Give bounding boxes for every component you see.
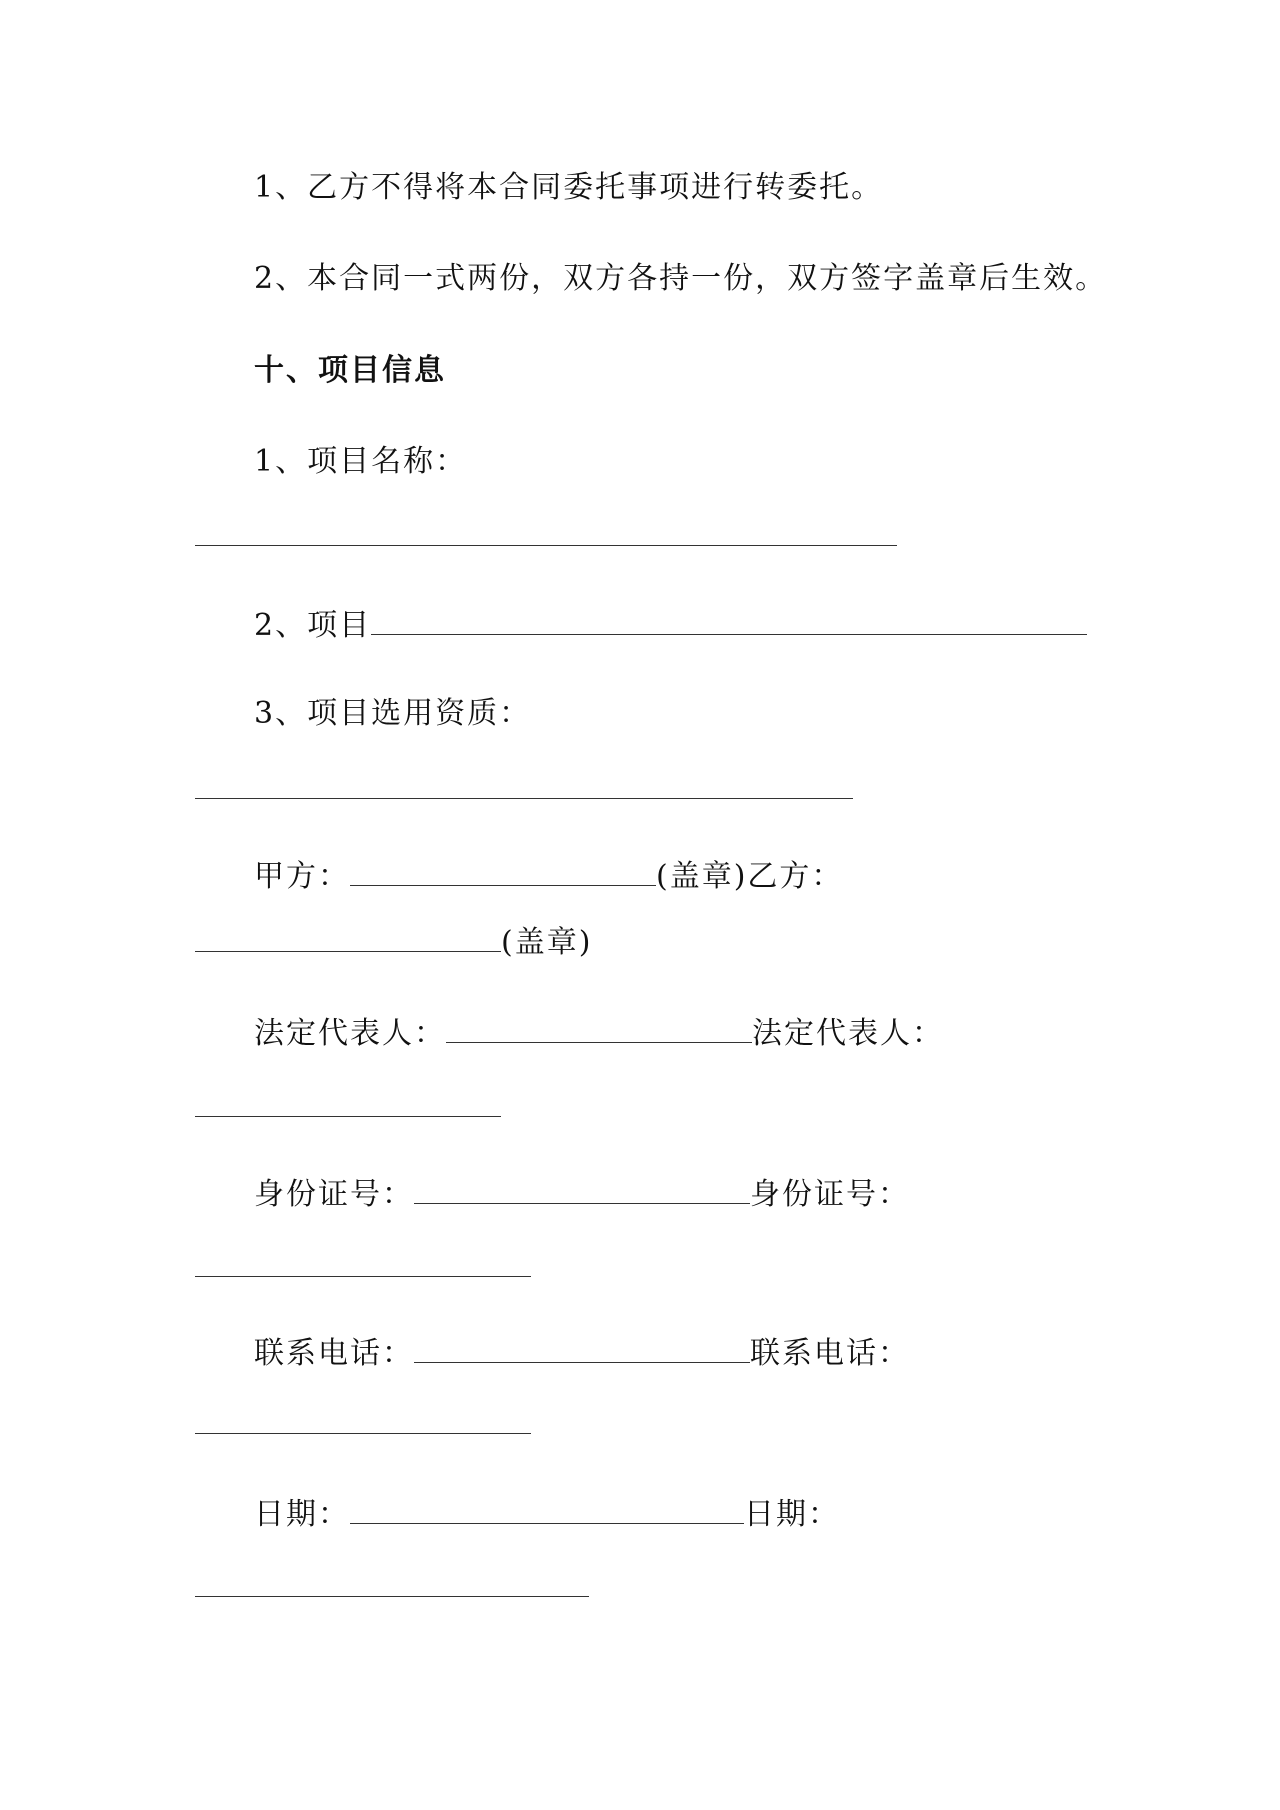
party-line — [254, 855, 843, 897]
date-b-label: 日期： — [744, 1497, 840, 1532]
phone-b-blank[interactable] — [195, 1403, 531, 1434]
party-b-blank[interactable] — [195, 921, 501, 952]
project-item-line — [254, 604, 1087, 646]
clause-copies: 2、本合同一式两份，双方各持一份，双方签字盖章后生效。 — [254, 261, 1108, 296]
date-a-blank[interactable] — [350, 1493, 744, 1524]
legal-rep-b-label: 法定代表人： — [752, 1016, 944, 1051]
phone-a-blank[interactable] — [414, 1332, 750, 1363]
id-b-blank[interactable] — [195, 1246, 531, 1277]
id-a-label: 身份证号： — [254, 1177, 414, 1212]
legal-rep-a-label: 法定代表人： — [254, 1016, 446, 1051]
party-b-seal: (盖章) — [501, 925, 593, 960]
project-name-blank[interactable] — [195, 515, 897, 546]
phone-a-label: 联系电话： — [254, 1336, 414, 1371]
party-a-seal: (盖章) — [656, 859, 748, 894]
party-a-label: 甲方： — [254, 859, 350, 894]
phone-b-label: 联系电话： — [750, 1336, 910, 1371]
id-a-blank[interactable] — [414, 1173, 750, 1204]
clause-no-subdelegation: 1、乙方不得将本合同委托事项进行转委托。 — [254, 170, 884, 205]
party-b-label: 乙方： — [747, 859, 844, 894]
project-item-blank[interactable] — [371, 604, 1087, 635]
section-heading: 十、项目信息 — [254, 353, 446, 388]
id-b-label: 身份证号： — [750, 1177, 910, 1212]
legal-rep-a-blank[interactable] — [446, 1012, 752, 1043]
legal-rep-b-blank[interactable] — [195, 1086, 501, 1117]
project-qualification-label: 3、项目选用资质： — [254, 696, 532, 731]
party-a-blank[interactable] — [350, 855, 656, 886]
date-b-blank[interactable] — [195, 1566, 589, 1597]
date-a-label: 日期： — [254, 1497, 350, 1532]
project-qualification-blank[interactable] — [195, 768, 853, 799]
project-name-label: 1、项目名称： — [254, 444, 468, 479]
project-item-label: 2、项目 — [254, 608, 372, 643]
